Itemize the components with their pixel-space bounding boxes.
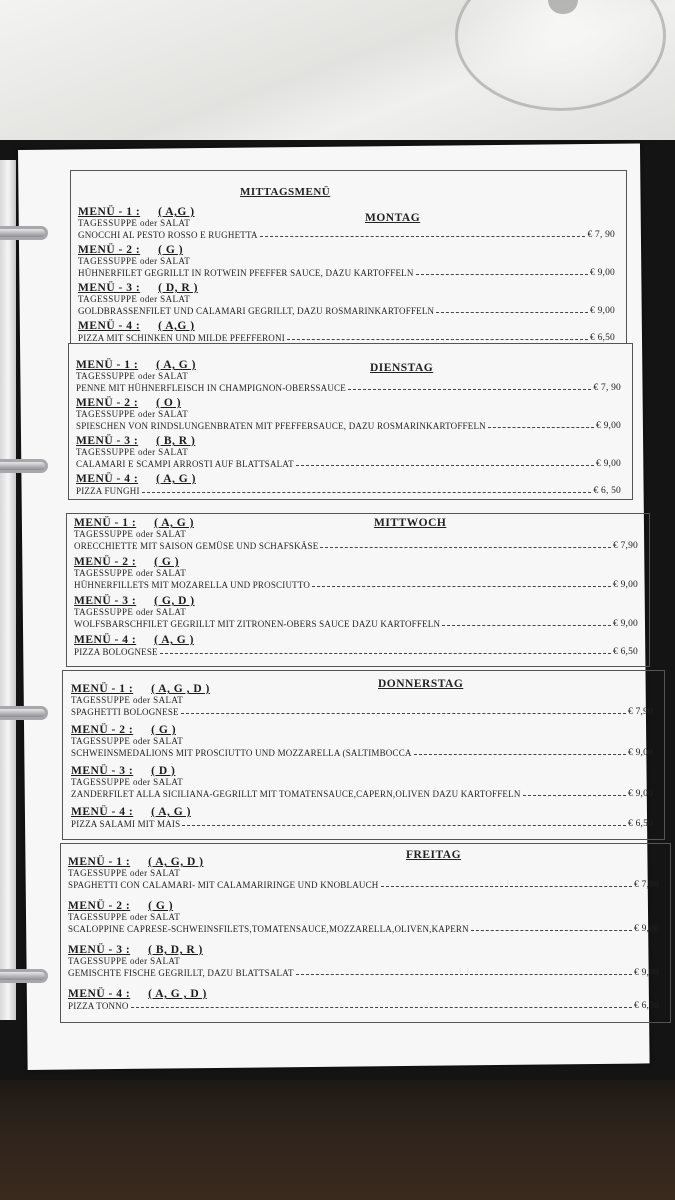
dish-price: € 7,90 [634,880,659,890]
dish-name: SCALOPPINE CAPRESE-SCHWEINSFILETS,TOMATENSAUCE,MOZZARELLA,OLIVEN,KAPERN [68,924,469,934]
dotted-leader [320,547,611,548]
dotted-leader [142,492,592,493]
dish-price: € 9,00 [613,619,638,629]
dish-row [78,333,615,343]
menu-number: MENÜ - 2 : [68,900,131,912]
dish-price: € 6,50 [634,1001,659,1011]
soup-or-salad: TAGESSUPPE oder SALAT [76,447,189,457]
menu-number: MENÜ - 3 : [76,435,139,447]
menu-number: MENÜ - 3 : [68,944,131,956]
dish-name: PIZZA FUNGHI [76,486,140,496]
menu-number: MENÜ - 2 : [74,556,137,568]
dish-row [68,968,659,978]
allergen-codes: ( B, R ) [156,435,196,447]
menu-item-label [74,595,195,607]
dotted-leader [348,389,592,390]
dotted-leader [296,465,594,466]
soup-or-salad: TAGESSUPPE oder SALAT [74,568,187,578]
dish-price: € 7, 90 [587,230,615,240]
menu-item-label [71,724,176,736]
allergen-codes: ( A, G ) [156,359,196,371]
dish-row [71,748,653,758]
allergen-codes: ( A, G ) [156,473,196,485]
dish-row [74,580,638,590]
dish-name: ZANDERFILET ALLA SICILIANA-GEGRILLT MIT TOMATENSAUCE,CAPERN,OLIVEN DAZU KARTOFFELN [71,789,521,799]
soup-or-salad: TAGESSUPPE oder SALAT [71,695,184,705]
menu-number: MENÜ - 1 : [74,517,137,529]
dish-row [68,924,659,934]
day-heading: DIENSTAG [370,362,434,374]
menu-item-label [76,473,196,485]
dotted-leader [488,427,594,428]
menu-number: MENÜ - 2 : [76,397,139,409]
menu-number: MENÜ - 4 : [76,473,139,485]
dish-row [78,230,615,240]
soup-or-salad: TAGESSUPPE oder SALAT [74,607,187,617]
menu-item-label [71,765,175,777]
soup-or-salad: TAGESSUPPE oder SALAT [76,371,189,381]
menu-number: MENÜ - 3 : [78,282,141,294]
dish-name: PIZZA TONNO [68,1001,129,1011]
dotted-leader [160,653,611,654]
soup-or-salad: TAGESSUPPE oder SALAT [74,529,187,539]
dish-row [74,619,638,629]
dish-price: € 9,00 [596,459,621,469]
dish-price: € 9,00 [628,789,653,799]
soup-or-salad: TAGESSUPPE oder SALAT [78,256,191,266]
soup-or-salad: TAGESSUPPE oder SALAT [78,218,191,228]
dish-price: € 7, 90 [593,383,621,393]
soup-or-salad: TAGESSUPPE oder SALAT [78,294,191,304]
dish-row [76,459,621,469]
dish-row [76,421,621,431]
dish-price: € 9,00 [634,924,659,934]
menu-number: MENÜ - 1 : [76,359,139,371]
day-heading: MITTWOCH [374,517,447,529]
menu-item-label [78,320,195,332]
dish-price: € 7,90 [628,707,653,717]
allergen-codes: ( A,G ) [158,206,195,218]
menu-number: MENÜ - 3 : [74,595,137,607]
allergen-codes: ( A, G, D ) [148,856,204,868]
dish-price: € 6,50 [628,819,653,829]
dish-row [76,486,621,496]
dotted-leader [131,1007,632,1008]
soup-or-salad: TAGESSUPPE oder SALAT [76,409,189,419]
menu-number: MENÜ - 2 : [71,724,134,736]
menu-item-label [68,900,173,912]
dish-name: GOLDBRASSENFILET UND CALAMARI GEGRILLT, DAZU ROSMARINKARTOFFELN [78,306,435,316]
soup-or-salad: TAGESSUPPE oder SALAT [71,777,184,787]
allergen-codes: ( A, G ) [154,634,194,646]
dotted-leader [414,754,626,755]
dish-name: HÜHNERFILLETS MIT MOZARELLA UND PROSCIUTTO [74,580,311,590]
dish-name: ORECCHIETTE MIT SAISON GEMÜSE UND SCHAFSKÄSE [74,541,319,551]
dish-name: SPAGHETTI CON CALAMARI- MIT CALAMARIRINGE UND KNOBLAUCH [68,880,379,890]
menu-item-label [71,806,191,818]
menu-number: MENÜ - 1 : [68,856,131,868]
binder-ring [0,222,56,244]
menu-number: MENÜ - 4 : [74,634,137,646]
dotted-leader [287,339,588,340]
soup-or-salad: TAGESSUPPE oder SALAT [68,912,181,922]
dish-row [78,268,615,278]
dish-row [68,880,659,890]
menu-number: MENÜ - 2 : [78,244,141,256]
day-heading: MONTAG [365,212,421,224]
allergen-codes: ( A,G ) [158,320,195,332]
menu-item-label [74,517,194,529]
dish-price: € 9,00 [634,968,659,978]
dotted-leader [436,312,588,313]
dish-price: € 7,90 [613,541,638,551]
binder-ring [0,702,56,724]
dotted-leader [442,625,611,626]
dish-price: € 9,00 [628,748,653,758]
dish-price: € 9,00 [590,306,615,316]
dish-name: WOLFSBARSCHFILET GEGRILLT MIT ZITRONEN-OBERS SAUCE DAZU KARTOFFELN [74,619,441,629]
menu-item-label [78,244,183,256]
menu-item-label [76,359,196,371]
menu-number: MENÜ - 1 : [71,683,134,695]
allergen-codes: ( G ) [148,900,174,912]
dotted-leader [182,825,626,826]
menu-item-label [68,944,203,956]
allergen-codes: ( A, G ) [154,517,194,529]
dish-name: GNOCCHI AL PESTO ROSSO E RUGHETTA [78,230,258,240]
menu-item-label [78,282,198,294]
allergen-codes: ( A, G , D ) [151,683,210,695]
dish-row [76,383,621,393]
allergen-codes: ( D, R ) [158,282,198,294]
dish-name: HÜHNERFILET GEGRILLT IN ROTWEIN PFEFFER SAUCE, DAZU KARTOFFELN [78,268,414,278]
dotted-leader [260,236,586,237]
dish-name: GEMISCHTE FISCHE GEGRILLT, DAZU BLATTSALAT [68,968,294,978]
dotted-leader [471,930,632,931]
dish-row [74,541,638,551]
dish-price: € 9,00 [590,268,615,278]
dish-row [74,647,638,657]
menu-item-label [68,856,204,868]
dish-name: PIZZA BOLOGNESE [74,647,158,657]
table-surface [0,1080,675,1200]
menu-number: MENÜ - 4 : [78,320,141,332]
binder-ring [0,965,56,987]
allergen-codes: ( G ) [158,244,184,256]
dotted-leader [181,713,626,714]
dotted-leader [416,274,589,275]
allergen-codes: ( O ) [156,397,182,409]
allergen-codes: ( A, G ) [151,806,191,818]
soup-or-salad: TAGESSUPPE oder SALAT [68,868,181,878]
dish-row [71,819,653,829]
dish-name: CALAMARI E SCAMPI ARROSTI AUF BLATTSALAT [76,459,294,469]
allergen-codes: ( G ) [154,556,180,568]
dish-row [78,306,615,316]
dotted-leader [381,886,633,887]
allergen-codes: ( D ) [151,765,176,777]
dotted-leader [296,974,632,975]
allergen-codes: ( B, D, R ) [148,944,203,956]
day-heading: FREITAG [406,849,462,861]
allergen-codes: ( G ) [151,724,177,736]
menu-item-label [76,397,181,409]
dish-row [68,1001,659,1011]
menu-number: MENÜ - 4 : [71,806,134,818]
menu-number: MENÜ - 3 : [71,765,134,777]
soup-or-salad: TAGESSUPPE oder SALAT [71,736,184,746]
dish-price: € 6,50 [613,647,638,657]
dish-price: € 6, 50 [593,486,621,496]
menu-number: MENÜ - 1 : [78,206,141,218]
dish-name: SCHWEINSMEDALIONS MIT PROSCIUTTO UND MOZZARELLA (SALTIMBOCCA [71,748,412,758]
menu-item-label [71,683,210,695]
dotted-leader [312,586,611,587]
dish-price: € 9,00 [596,421,621,431]
day-heading: DONNERSTAG [378,678,464,690]
dish-row [71,789,653,799]
page-title: MITTAGSMENÜ [240,186,331,198]
dish-name: SPAGHETTI BOLOGNESE [71,707,179,717]
allergen-codes: ( A, G , D ) [148,988,207,1000]
soup-or-salad: TAGESSUPPE oder SALAT [68,956,181,966]
allergen-codes: ( G, D ) [154,595,195,607]
dish-price: € 6,50 [590,333,615,343]
menu-item-label [68,988,207,1000]
menu-item-label [76,435,195,447]
dish-name: PIZZA MIT SCHINKEN UND MILDE PFEFFERONI [78,333,285,343]
menu-item-label [78,206,195,218]
dish-row [71,707,653,717]
dish-name: PIZZA SALAMI MIT MAIS [71,819,181,829]
dotted-leader [523,795,627,796]
binder-ring [0,455,56,477]
menu-number: MENÜ - 4 : [68,988,131,1000]
dish-name: PENNE MIT HÜHNERFLEISCH IN CHAMPIGNON-OBERSSAUCE [76,383,346,393]
menu-item-label [74,634,194,646]
dish-price: € 9,00 [613,580,638,590]
binder-spine [0,160,16,1020]
dish-name: SPIESCHEN VON RINDSLUNGENBRATEN MIT PFEFFERSAUCE, DAZU ROSMARINKARTOFFELN [76,421,486,431]
menu-item-label [74,556,179,568]
